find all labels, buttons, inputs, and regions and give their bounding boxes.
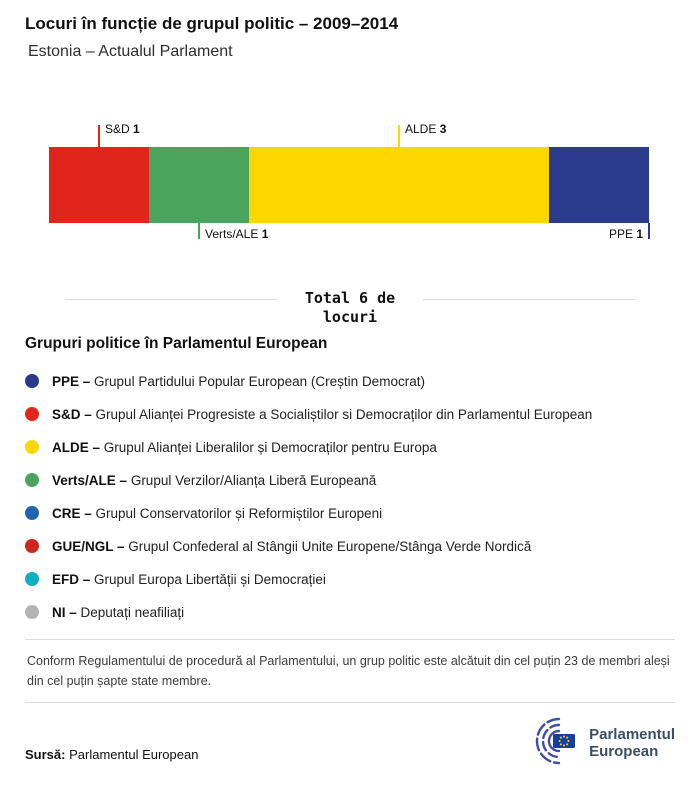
legend-item-ni bbox=[25, 596, 675, 629]
legend-abbr: Verts/ALE – bbox=[52, 472, 128, 488]
legend-abbr: NI – bbox=[52, 604, 77, 620]
logo-wordmark bbox=[589, 726, 675, 761]
total-seats-label: Total 6 de locuri bbox=[304, 289, 396, 326]
segment-label-verts-ale: Verts/ALE 1 bbox=[205, 227, 269, 241]
ni-color-dot bbox=[25, 605, 39, 619]
legend-item-alde bbox=[25, 431, 675, 464]
legend-heading: Grupuri politice în Parlamentul European bbox=[25, 334, 328, 352]
legend-item-ppe bbox=[25, 365, 675, 398]
legend-item-efd bbox=[25, 563, 675, 596]
segment-label-alde: ALDE 3 bbox=[405, 122, 447, 136]
legend-desc: Deputați neafiliați bbox=[80, 604, 185, 620]
legend-item-sd bbox=[25, 398, 675, 431]
legend-desc: Grupul Verzilor/Alianța Liberă Europeană bbox=[130, 472, 377, 488]
legend-item-verts-ale bbox=[25, 464, 675, 497]
gue-ngl-color-dot bbox=[25, 539, 39, 553]
segment-label-s-d: S&D 1 bbox=[105, 122, 140, 136]
divider-line-left bbox=[65, 299, 277, 300]
efd-color-dot bbox=[25, 572, 39, 586]
legend-abbr: ALDE – bbox=[52, 439, 101, 455]
verts-ale-color-dot bbox=[25, 473, 39, 487]
legend-list bbox=[25, 365, 675, 629]
european-parliament-logo bbox=[519, 717, 675, 770]
footnote: Conform Regulamentului de procedură al Parlamentului, un grup politic este alcătuit din cel puțin 23 de membri aleși din cel puțin șapte state membre. bbox=[25, 639, 675, 703]
source-text: Parlamentul European bbox=[69, 746, 199, 762]
legend-item-cre bbox=[25, 497, 675, 530]
legend-abbr: PPE – bbox=[52, 373, 91, 389]
source-label: Sursă: bbox=[25, 746, 66, 762]
legend-desc: Grupul Confederal al Stângii Unite Europene/Stânga Verde Nordică bbox=[128, 538, 532, 554]
legend-desc: Grupul Europa Libertății și Democrației bbox=[94, 571, 326, 587]
segment-label-ppe: PPE 1 bbox=[608, 227, 643, 241]
chart-labels bbox=[49, 119, 649, 255]
legend-abbr: EFD – bbox=[52, 571, 91, 587]
seats-chart bbox=[49, 119, 649, 255]
source-line bbox=[25, 747, 198, 770]
bottom-row bbox=[25, 717, 675, 770]
ppe-color-dot bbox=[25, 374, 39, 388]
legend-abbr: S&D – bbox=[52, 406, 92, 422]
legend-abbr: GUE/NGL – bbox=[52, 538, 125, 554]
legend-abbr: CRE – bbox=[52, 505, 92, 521]
parliament-hemicycle-icon bbox=[519, 717, 581, 770]
divider-line-right bbox=[423, 299, 635, 300]
legend-desc: Grupul Partidului Popular European (Creștin Democrat) bbox=[94, 373, 425, 389]
legend-desc: Grupul Conservatorilor și Reformiștilor Europeni bbox=[95, 505, 383, 521]
legend-desc: Grupul Alianței Liberalilor și Democraților pentru Europa bbox=[103, 439, 437, 455]
sd-color-dot bbox=[25, 407, 39, 421]
total-divider bbox=[65, 289, 635, 327]
alde-color-dot bbox=[25, 440, 39, 454]
legend-item-gue-ngl bbox=[25, 530, 675, 563]
page-subtitle: Estonia – Actualul Parlament bbox=[28, 43, 233, 60]
page-title: Locuri în funcție de grupul politic – 2009–2014 bbox=[25, 14, 399, 33]
legend-desc: Grupul Alianței Progresiste a Socialiștilor si Democraților din Parlamentul European bbox=[95, 406, 593, 422]
logo-line1: Parlamentul bbox=[589, 725, 675, 743]
cre-color-dot bbox=[25, 506, 39, 520]
logo-line2: European bbox=[589, 743, 659, 760]
